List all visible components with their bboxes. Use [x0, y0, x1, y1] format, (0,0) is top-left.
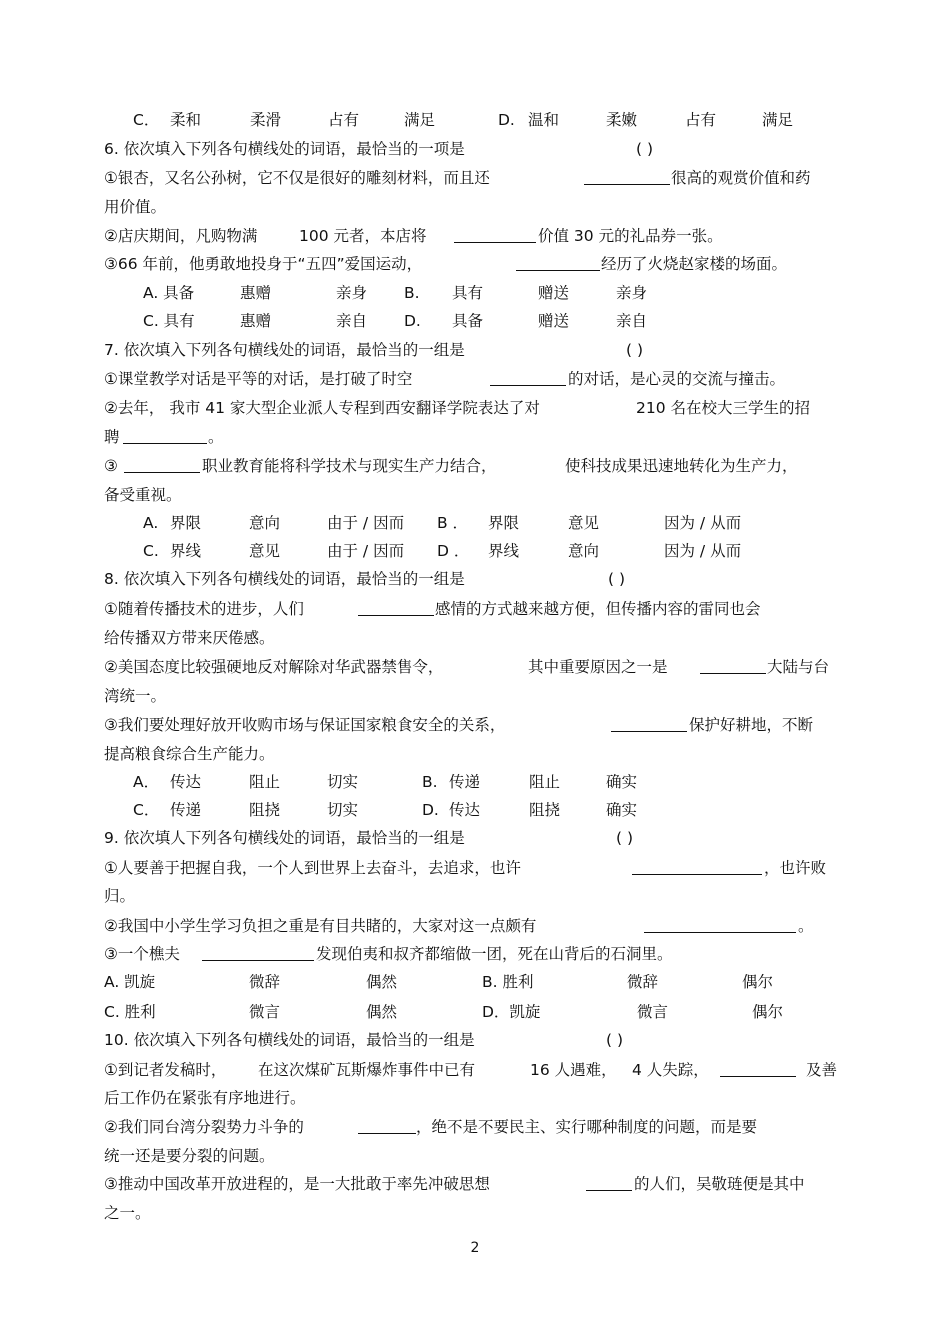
q8-s1-continuation: 给传播双方带来厌倦感。 [104, 629, 275, 647]
q10-s2-continuation: 统一还是要分裂的问题。 [104, 1147, 275, 1165]
q6-option-b-word2: 赠送 [538, 284, 570, 302]
q6-option-a-word3: 亲身 [336, 284, 368, 302]
q6-s2-amount: 100 元者，本店将 [299, 227, 427, 245]
q8-s1-text-after: 感情的方式越来越方便，但传播内容的雷同也会 [435, 600, 761, 618]
q8-s2-continuation: 湾统一。 [104, 687, 167, 705]
q8-option-b-word1: 传递 [449, 773, 481, 791]
q6-option-c-word2: 惠赠 [240, 312, 272, 330]
q7-option-d-word2: 意向 [568, 542, 600, 560]
q7-stem-text: 7. 依次填入下列各句横线处的词语，最恰当的一组是 [104, 341, 465, 359]
q6-option-a-word2: 惠赠 [240, 284, 272, 302]
q8-s2-text-mid: 其中重要原因之一是 [528, 658, 668, 676]
q5-option-d-label: D. [498, 111, 515, 129]
q10-s1-text-mid: 在这次煤矿瓦斯爆炸事件中已有 [258, 1061, 476, 1079]
q6-option-b-label: B. [404, 284, 420, 302]
q6-option-d-word2: 赠送 [538, 312, 570, 330]
q7-s2-text-after: 210 名在校大三学生的招 [636, 399, 811, 417]
q8-stem-text: 8. 依次填入下列各句横线处的词语，最恰当的一组是 [104, 570, 465, 588]
q5-option-d-word2: 柔嫩 [606, 111, 638, 129]
q7-s3-marker: ③ [104, 457, 118, 475]
q7-s2-text: ②去年， 我市 41 家大型企业派人专程到西安翻译学院表达了对 [104, 399, 540, 417]
q5-option-c-word2: 柔滑 [250, 111, 282, 129]
q8-option-c-word1: 传递 [170, 801, 202, 819]
q7-option-c-word1: 界线 [170, 542, 202, 560]
q8-option-b-label: B. [422, 773, 438, 791]
q6-s2-text: ②店庆期间，凡购物满 [104, 227, 258, 245]
q6-option-b-word1: 具有 [452, 284, 484, 302]
q7-option-c-word3: 由于 / 因而 [327, 542, 405, 560]
q7-s2-word: 聘 [104, 428, 120, 446]
q7-option-d-word1: 界线 [488, 542, 520, 560]
q10-s1-text-after: 及善 [806, 1061, 838, 1079]
q9-stem-text: 9. 依次填人下列各句横线处的词语，最恰当的一组是 [104, 829, 465, 847]
q9-option-b: B. 胜利 [482, 973, 534, 991]
q9-option-c-word3: 偶然 [366, 1003, 398, 1021]
q7-option-b-word3: 因为 / 从而 [664, 514, 742, 532]
q5-option-d-word1: 温和 [528, 111, 560, 129]
q9-s1-text: ①人要善于把握自我，一个人到世界上去奋斗，去追求，也许 [104, 859, 521, 877]
q7-s1-text: ①课堂教学对话是平等的对话，是打破了时空 [104, 370, 413, 388]
q7-s1-text-after: 的对话，是心灵的交流与撞击。 [568, 370, 786, 388]
q7-option-c-word2: 意见 [249, 542, 281, 560]
q7-option-c-label: C. [143, 542, 159, 560]
q9-option-a-word2: 微辞 [249, 973, 281, 991]
q10-s3-continuation: 之一。 [104, 1204, 151, 1222]
q9-option-d-word3: 偶尔 [752, 1003, 784, 1021]
q9-s3-text-after: 发现伯夷和叔齐都缩做一团，死在山背后的石洞里。 [316, 945, 673, 963]
q10-s1-count-missing: 4 人失踪， [632, 1061, 709, 1079]
q8-option-b-word3: 确实 [606, 773, 638, 791]
q8-option-b-word2: 阻止 [529, 773, 561, 791]
q6-answer-paren: ( ) [636, 140, 654, 158]
q8-option-c-label: C． [133, 801, 160, 819]
q7-option-a-word2: 意向 [249, 514, 281, 532]
q6-option-c: C. 具有 [143, 312, 195, 330]
q8-answer-paren: ( ) [608, 570, 626, 588]
q7-s2-period: 。 [208, 428, 224, 446]
q8-option-d-word1: 传达 [449, 801, 481, 819]
q9-s1-continuation: 归。 [104, 887, 136, 905]
q7-s3-text-after: 使科技成果迅速地转化为生产力， [565, 457, 798, 475]
q5-option-c-label: C． [133, 111, 160, 129]
q6-s3-text-after: 经历了火烧赵家楼的场面。 [601, 255, 788, 273]
q8-s1-text: ①随着传播技术的进步，人们 [104, 600, 304, 618]
q7-option-b-word1: 界限 [488, 514, 520, 532]
q9-option-c-word2: 微言 [249, 1003, 281, 1021]
q7-option-d-word3: 因为 / 从而 [664, 542, 742, 560]
q8-option-a-word2: 阻止 [249, 773, 281, 791]
page-number: 2 [470, 1240, 480, 1256]
q9-option-b-word2: 微辞 [627, 973, 659, 991]
q5-option-c-word4: 满足 [404, 111, 436, 129]
q9-option-b-word3: 偶尔 [742, 973, 774, 991]
q6-s1-text: ①银杏，又名公孙树，它不仅是很好的雕刻材料，而且还 [104, 169, 490, 187]
q6-s1-text-after: 很高的观赏价值和药 [671, 169, 811, 187]
q9-s3-text: ③一个樵夫 [104, 945, 180, 963]
q8-s3-text-after: 保护好耕地，不断 [689, 716, 814, 734]
q10-s1-continuation: 后工作仍在紧张有序地进行。 [104, 1089, 306, 1107]
q8-option-a-label: A． [133, 773, 160, 791]
q8-option-d-word3: 确实 [606, 801, 638, 819]
q8-s2-text-after: 大陆与台 [767, 658, 830, 676]
q6-s2-text-after: 价值 30 元的礼品券一张。 [538, 227, 723, 245]
q7-option-d-label: D ． [437, 542, 470, 560]
q6-s3-text: ③66 年前，他勇敢地投身于“五四”爱国运动， [104, 255, 423, 273]
q8-s3-text: ③我们要处理好放开收购市场与保证国家粮食安全的关系， [104, 716, 506, 734]
q8-option-a-word1: 传达 [170, 773, 202, 791]
q8-s2-text: ②美国态度比较强硬地反对解除对华武器禁售令， [104, 658, 444, 676]
q10-stem-text: 10. 依次填入下列各句横线处的词语，最恰当的一组是 [104, 1031, 475, 1049]
q7-option-a-label: A. [143, 514, 159, 532]
q9-answer-paren: ( ) [616, 829, 634, 847]
q9-option-d: D．凯旋 [482, 1003, 541, 1021]
q10-s3-text-after: 的人们，吴敬琏便是其中 [634, 1175, 805, 1193]
q6-s1-continuation: 用价值。 [104, 198, 167, 216]
q7-option-b-word2: 意见 [568, 514, 600, 532]
q5-option-d-word3: 占有 [685, 111, 717, 129]
q5-option-c-word1: 柔和 [170, 111, 202, 129]
q9-option-a-word3: 偶然 [366, 973, 398, 991]
q6-stem-text: 6. 依次填入下列各句横线处的词语，最恰当的一项是 [104, 140, 465, 158]
q10-answer-paren: ( ) [606, 1031, 624, 1049]
q9-s1-text-after: ，也许败 [764, 859, 827, 877]
q7-option-b-label: B ． [437, 514, 469, 532]
q5-option-d-word4: 满足 [762, 111, 794, 129]
q7-s3-continuation: 备受重视。 [104, 486, 182, 504]
q7-s3-text: 职业教育能将科学技术与现实生产力结合， [202, 457, 497, 475]
q7-answer-paren: ( ) [626, 341, 644, 359]
q9-option-c: C. 胜利 [104, 1003, 156, 1021]
q7-option-a-word3: 由于 / 因而 [327, 514, 405, 532]
q6-option-c-word3: 亲自 [336, 312, 368, 330]
q9-option-a: A. 凯旋 [104, 973, 156, 991]
q5-option-c-word3: 占有 [328, 111, 360, 129]
q6-option-b-word3: 亲身 [616, 284, 648, 302]
q9-option-d-word2: 微言 [637, 1003, 669, 1021]
q9-s2-period: 。 [798, 917, 814, 935]
q6-option-a: A. 具备 [143, 284, 195, 302]
q8-option-c-word3: 切实 [327, 801, 359, 819]
q7-option-a-word1: 界限 [170, 514, 202, 532]
q10-s2-text-after: ，绝不是不要民主、实行哪种制度的问题，而是要 [416, 1118, 758, 1136]
q10-s3-text: ③推动中国改革开放进程的，是一大批敢于率先冲破思想 [104, 1175, 490, 1193]
q8-s3-continuation: 提高粮食综合生产能力。 [104, 745, 275, 763]
q6-option-d-word1: 具备 [452, 312, 484, 330]
q10-s1-text: ①到记者发稿时， [104, 1061, 227, 1079]
q6-option-d-word3: 亲自 [616, 312, 648, 330]
q8-option-d-word2: 阻挠 [529, 801, 561, 819]
q10-s2-text: ②我们同台湾分裂势力斗争的 [104, 1118, 304, 1136]
q6-option-d-label: D. [404, 312, 421, 330]
q8-option-a-word3: 切实 [327, 773, 359, 791]
q8-option-c-word2: 阻挠 [249, 801, 281, 819]
q9-s2-text: ②我国中小学生学习负担之重是有目共睹的，大家对这一点颇有 [104, 917, 537, 935]
q8-option-d-label: D. [422, 801, 439, 819]
q10-s1-count-dead: 16 人遇难， [530, 1061, 617, 1079]
